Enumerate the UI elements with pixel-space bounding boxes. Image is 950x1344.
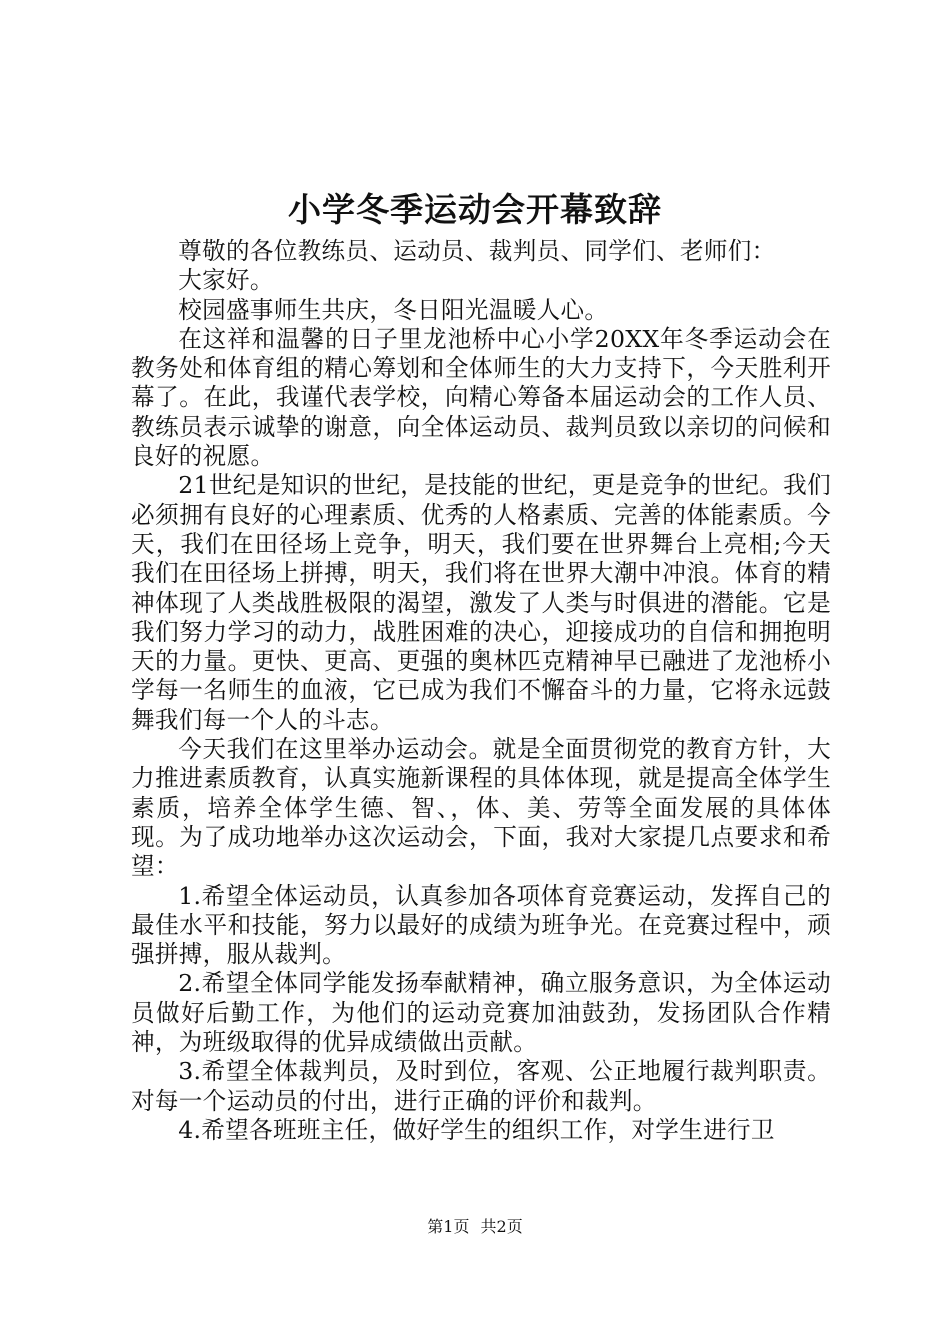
paragraph-request-3: 3.希望全体裁判员，及时到位，客观、公正地履行裁判职责。对每一个运动员的付出，进行正确的评价和裁判。 [131,1057,831,1115]
paragraph-salutation: 尊敬的各位教练员、运动员、裁判员、同学们、老师们： [178,237,776,265]
document-body [131,237,831,1145]
page-footer [0,1216,950,1238]
document-title: 小学冬季运动会开幕致辞 [288,190,662,229]
page-number-total: 共2页 [480,1217,523,1236]
page-number-current: 第1页 [427,1217,470,1236]
paragraph-request-1: 1.希望全体运动员，认真参加各项体育竞赛运动，发挥自己的最佳水平和技能，努力以最好的成绩为班争光。在竞赛过程中，顽强拼搏，服从裁判。 [131,881,831,969]
paragraph-request-4: 4.希望各班班主任，做好学生的组织工作，对学生进行卫 [178,1115,775,1144]
paragraph-theme: 校园盛事师生共庆，冬日阳光温暖人心。 [178,295,609,324]
paragraph-greeting: 大家好。 [178,266,274,295]
paragraph-opening: 在这祥和温馨的日子里龙池桥中心小学20XX年冬季运动会在教务处和体育组的精心筹划和全体师生的大力支持下，今天胜利开幕了。在此，我谨代表学校，向精心筹备本届运动会的工作人员、教练员表示诚挚的谢意，向全体运动员、裁判员致以亲切的问候和良好的祝愿。 [131,324,831,471]
paragraph-purpose: 今天我们在这里举办运动会。就是全面贯彻党的教育方针，大力推进素质教育，认真实施新课程的具体体现，就是提高全体学生素质，培养全体学生德、智、，体、美、劳等全面发展的具体体现。为了成功地举办这次运动会，下面，我对大家提几点要求和希望： [131,735,831,881]
paragraph-request-2: 2.希望全体同学能发扬奉献精神，确立服务意识，为全体运动员做好后勤工作，为他们的运动竞赛加油鼓劲，发扬团队合作精神，为班级取得的优异成绩做出贡献。 [131,969,831,1057]
paragraph-century: 21世纪是知识的世纪，是技能的世纪，更是竞争的世纪。我们必须拥有良好的心理素质、优秀的人格素质、完善的体能素质。今天，我们在田径场上竞争，明天，我们要在世界舞台上亮相;今天我们在田径场上拼搏，明天，我们将在世界大潮中冲浪。体育的精神体现了人类战胜极限的渴望，激发了人类与时俱进的潜能。它是我们努力学习的动力，战胜困难的决心，迎接成功的自信和拥抱明天的力量。更快、更高、更强的奥林匹克精神早已融进了龙池桥小学每一名师生的血液，它已成为我们不懈奋斗的力量，它将永远鼓舞我们每一个人的斗志。 [131,471,831,734]
